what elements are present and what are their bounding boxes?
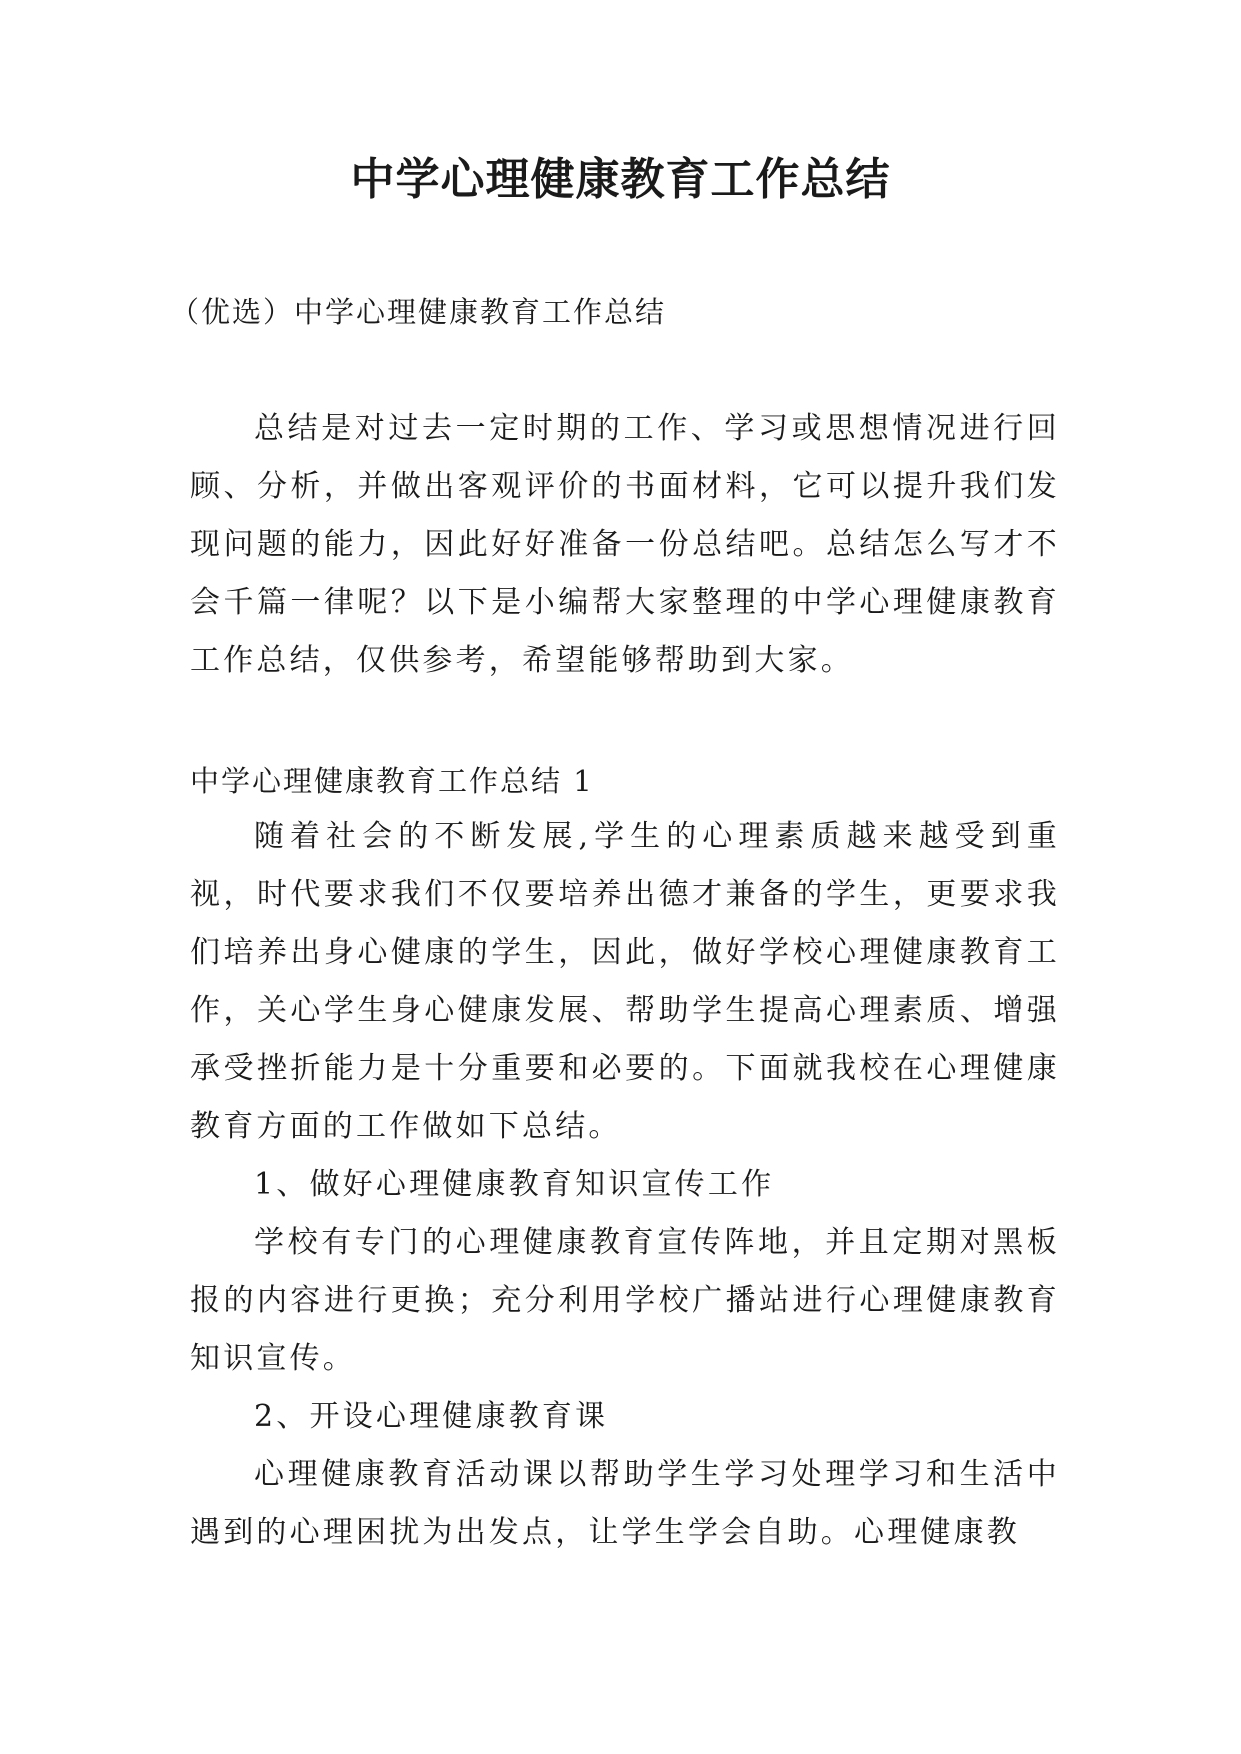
document-title: 中学心理健康教育工作总结 (350, 154, 891, 205)
body-paragraph: 随着社会的不断发展,学生的心理素质越来越受到重视，时代要求我们不仅要培养出德才兼备的学生，更要求我们培养出身心健康的学生，因此，做好学校心理健康教育工作，关心学生身心健康发展、帮助学生提高心理素质、增强承受挫折能力是十分重要和必要的。下面就我校在心理健康教育方面的工作做如下总结。 (190, 819, 1060, 1144)
subheading-2: 2、开设心理健康教育课 (254, 1399, 609, 1434)
intro-block (190, 400, 1060, 690)
section-title: 中学心理健康教育工作总结 1 (190, 764, 594, 798)
body-paragraph: 心理健康教育活动课以帮助学生学习处理学习和生活中遇到的心理困扰为出发点，让学生学会自助。心理健康教 (190, 1457, 1060, 1550)
subheading-1: 1、做好心理健康教育知识宣传工作 (254, 1167, 775, 1202)
document-subtitle: （优选）中学心理健康教育工作总结 (170, 295, 667, 329)
intro-paragraph: 总结是对过去一定时期的工作、学习或思想情况进行回顾、分析，并做出客观评价的书面材料，它可以提升我们发现问题的能力，因此好好准备一份总结吧。总结怎么写才不会千篇一律呢？以下是小编帮大家整理的中学心理健康教育工作总结，仅供参考，希望能够帮助到大家。 (190, 411, 1060, 678)
section-body (190, 808, 1060, 1562)
body-paragraph: 学校有专门的心理健康教育宣传阵地，并且定期对黑板报的内容进行更换；充分利用学校广播站进行心理健康教育知识宣传。 (190, 1225, 1060, 1376)
